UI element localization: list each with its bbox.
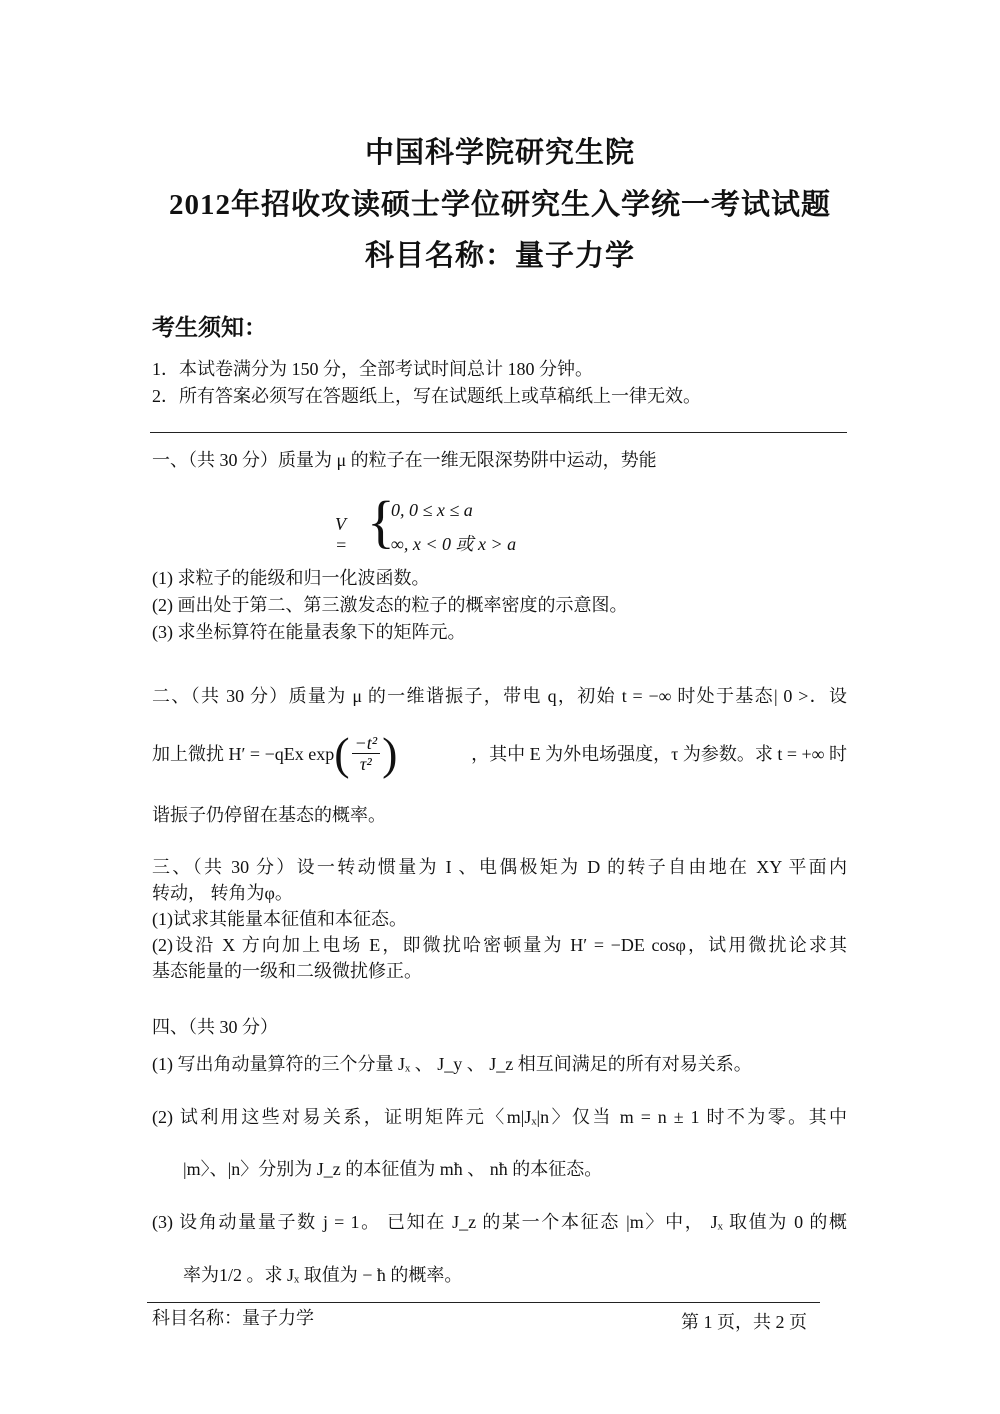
- divider: [150, 432, 847, 433]
- formula-lhs: V =: [335, 514, 348, 555]
- q4-line: 率为1/2 。求 Jₓ 取值为 − ħ 的概率。: [183, 1265, 463, 1285]
- q2-line-suffix: ，其中 E 为外电场强度，τ 为参数。求 t = +∞ 时: [471, 743, 847, 764]
- q4-heading: 四、（共 30 分）: [152, 1017, 278, 1037]
- right-paren-icon: ): [382, 727, 398, 779]
- footer-subject: 科目名称：量子力学: [152, 1308, 314, 1328]
- q1-stem: 一、（共 30 分）质量为 μ 的粒子在一维无限深势阱中运动，势能: [152, 450, 657, 470]
- case-2: ∞, x < 0 或 x > a: [391, 534, 517, 554]
- q4-line: |m〉、|n〉分别为 J_z 的本征值为 mħ 、 nħ 的本征态。: [183, 1159, 603, 1179]
- fraction: [352, 733, 381, 774]
- q2-line-prefix: 加上微扰 H′ = −qEx exp: [152, 743, 335, 764]
- page-number: 第 1 页，共 2 页: [681, 1312, 807, 1332]
- fraction-denominator: τ²: [359, 754, 372, 774]
- notice-item: 2．所有答案必须写在答题纸上，写在试题纸上或草稿纸上一律无效。: [152, 386, 701, 406]
- footer-divider: [147, 1302, 820, 1303]
- notice-item: 1．本试卷满分为 150 分，全部考试时间总计 180 分钟。: [152, 359, 593, 379]
- q4-line: (2) 试利用这些对易关系，证明矩阵元〈m|Jₓ|n〉仅当 m = n ± 1 时不为零。其中: [152, 1107, 847, 1127]
- subject-title: 科目名称：量子力学: [364, 240, 635, 272]
- q1-part: (1) 求粒子的能级和归一化波函数。: [152, 568, 430, 588]
- case-1: 0, 0 ≤ x ≤ a: [391, 500, 473, 520]
- q1-part: (2) 画出处于第二、第三激发态的粒子的概率密度的示意图。: [152, 595, 628, 615]
- exam-title: 2012年招收攻读硕士学位研究生入学统一考试试题: [168, 189, 831, 221]
- q4-line: (3) 设角动量量子数 j = 1。 已知在 J_z 的某一个本征态 |m〉中， Jₓ 取值为 0 的概: [152, 1212, 847, 1232]
- school-title: 中国科学院研究生院: [364, 137, 635, 169]
- q4-line: (1) 写出角动量算符的三个分量 Jₓ 、 J_y 、 J_z 相互间满足的所有对易关系。: [152, 1054, 752, 1074]
- q2-line: 二、（共 30 分）质量为 μ 的一维谐振子，带电 q，初始 t = −∞ 时处于基态| 0 >．设: [152, 686, 847, 706]
- q3-line: (2)设沿 X 方向加上电场 E，即微扰哈密顿量为 H′ = −DE cosφ，试用微扰论求其: [152, 935, 847, 955]
- fraction-numerator: −t²: [352, 733, 381, 754]
- q3-line: 三、（共 30 分）设一转动惯量为 I 、电偶极矩为 D 的转子自由地在 XY 平面内: [152, 857, 847, 877]
- q2-formula-line: [152, 727, 847, 779]
- q2-line: 谐振子仍停留在基态的概率。: [152, 805, 386, 825]
- left-paren-icon: (: [334, 727, 350, 779]
- q1-part: (3) 求坐标算符在能量表象下的矩阵元。: [152, 622, 466, 642]
- q3-line: 转动， 转角为φ。: [152, 883, 293, 903]
- brace-icon: {: [367, 489, 395, 554]
- q3-line: (1)试求其能量本征值和本征态。: [152, 909, 407, 929]
- q3-line: 基态能量的一级和二级微扰修正。: [152, 961, 422, 981]
- notice-heading: 考生须知：: [152, 315, 267, 340]
